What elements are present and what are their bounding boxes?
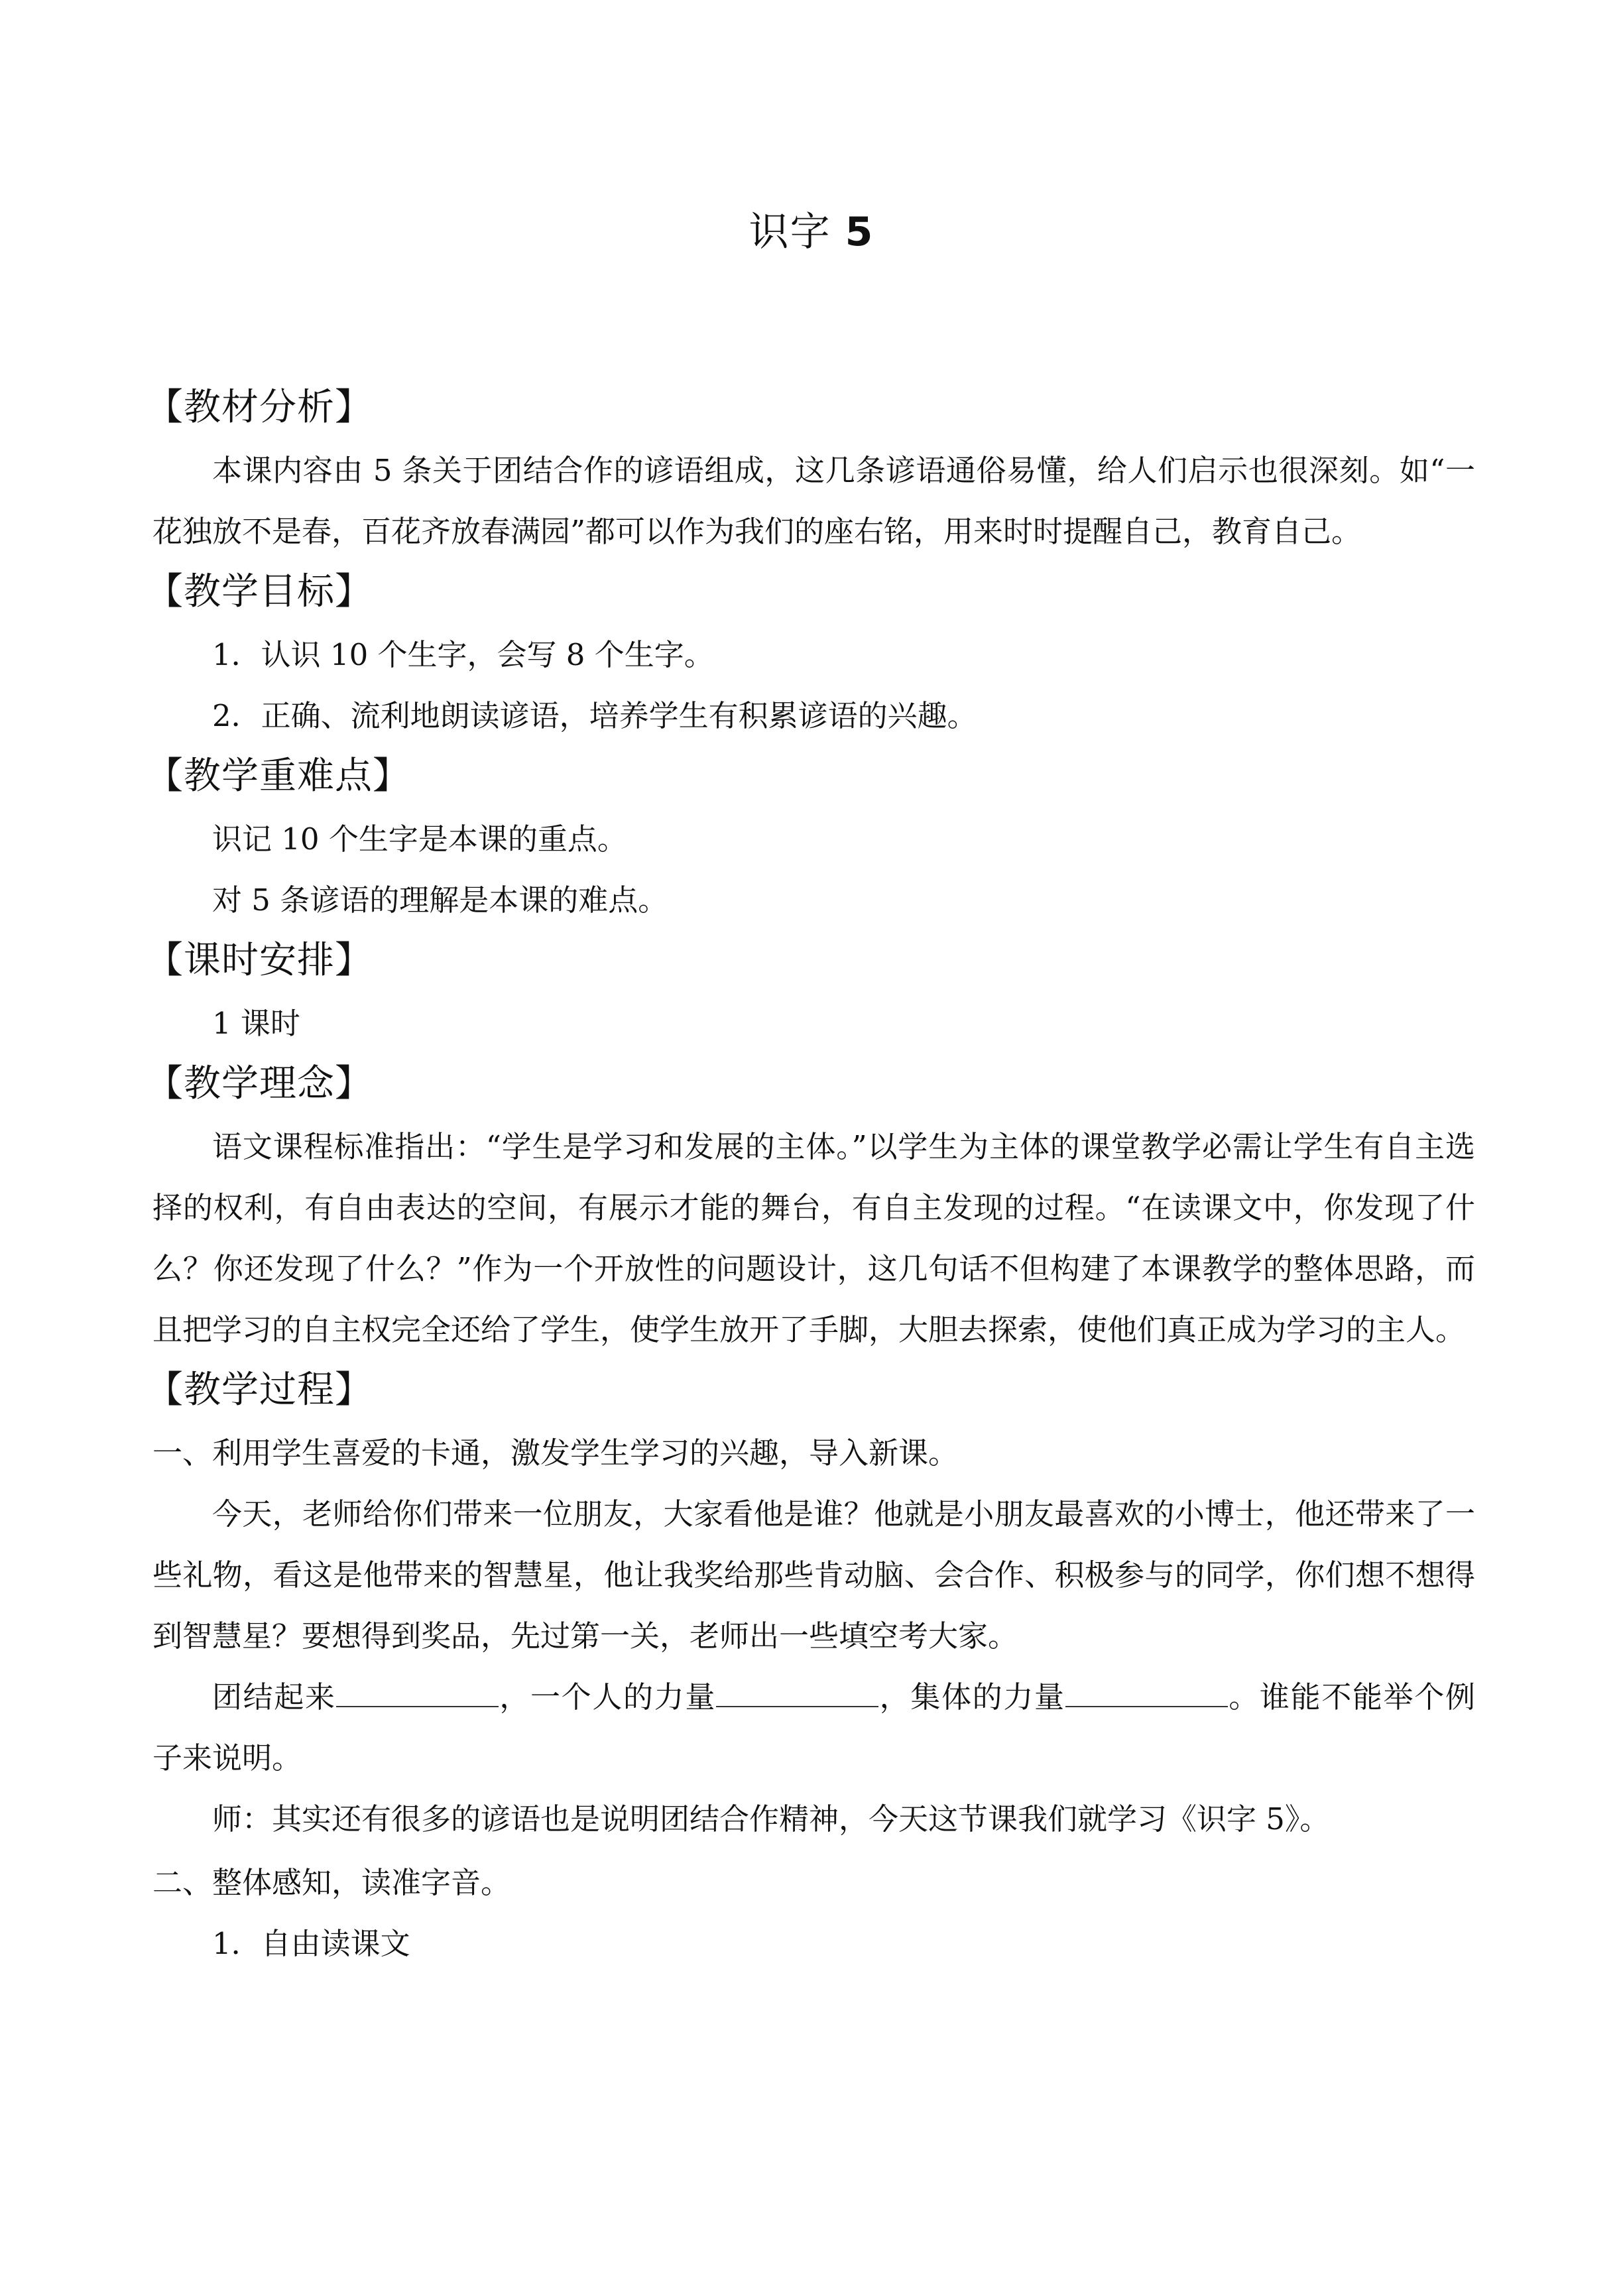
analysis-paragraph: 本课内容由 5 条关于团结合作的谚语组成，这几条谚语通俗易懂，给人们启示也很深刻。如“一花独放不是春，百花齐放春满园”都可以作为我们的座右铭，用来时时提醒自己，教育自己。 (152, 453, 1475, 549)
schedule-text: 1 课时 (212, 1006, 300, 1041)
title-text: 识字 (749, 209, 831, 255)
blank-line-1 (336, 1679, 499, 1707)
process-step-1: 一、利用学生喜爱的卡通，激发学生学习的兴趣，导入新课。 (152, 1435, 959, 1471)
section-heading-analysis: 【教材分析】 (146, 386, 373, 429)
fill-text-c: ，集体的力量 (878, 1679, 1065, 1715)
fill-in-blank-paragraph (152, 1667, 1475, 1789)
key-point-item-2: 对 5 条谚语的理解是本课的难点。 (212, 882, 668, 918)
fill-text-a: 团结起来 (212, 1679, 336, 1715)
philosophy-paragraph: 语文课程标准指出：“学生是学习和发展的主体。”以学生为主体的课堂教学必需让学生有自主选择的权利，有自由表达的空间，有展示才能的舞台，有自主发现的过程。“在读课文中，你发现了什么？你还发现了什么？”作为一个开放性的问题设计，这几句话不但构建了本课教学的整体思路，而且把学习的自主权完全还给了学生，使学生放开了手脚，大胆去探索，使他们真正成为学习的主人。 (152, 1129, 1475, 1347)
document-body (146, 378, 1475, 1974)
section-heading-process: 【教学过程】 (146, 1368, 373, 1412)
process-step-2: 二、整体感知，读准字音。 (152, 1865, 511, 1900)
blank-line-3 (1065, 1679, 1228, 1707)
page-title (0, 206, 1623, 259)
goal-item-1: 1．认识 10 个生字，会写 8 个生字。 (212, 637, 714, 672)
process-paragraph-1: 今天，老师给你们带来一位朋友，大家看他是谁？他就是小朋友最喜欢的小博士，他还带来了一些礼物，看这是他带来的智慧星，他让我奖给那些肯动脑、会合作、积极参与的同学，你们想不想得到智慧星？要想得到奖品，先过第一关，老师出一些填空考大家。 (152, 1496, 1475, 1654)
section-heading-philosophy: 【教学理念】 (146, 1062, 373, 1105)
process-paragraph-2: 师：其实还有很多的谚语也是说明团结合作精神，今天这节课我们就学习《识字 5》。 (212, 1801, 1330, 1837)
section-heading-schedule: 【课时安排】 (146, 939, 373, 982)
title-number: 5 (845, 209, 874, 255)
section-heading-goals: 【教学目标】 (146, 570, 373, 613)
fill-text-d: 。谁能不能举个例子来说明。 (152, 1679, 1475, 1776)
process-substep-1: 1．自由读课文 (212, 1926, 410, 1961)
section-heading-key-points: 【教学重难点】 (146, 755, 410, 798)
fill-text-b: ，一个人的力量 (498, 1679, 716, 1715)
goal-item-2: 2．正确、流利地朗读谚语，培养学生有积累谚语的兴趣。 (212, 698, 977, 733)
key-point-item-1: 识记 10 个生字是本课的重点。 (212, 821, 627, 857)
blank-line-2 (716, 1679, 878, 1707)
